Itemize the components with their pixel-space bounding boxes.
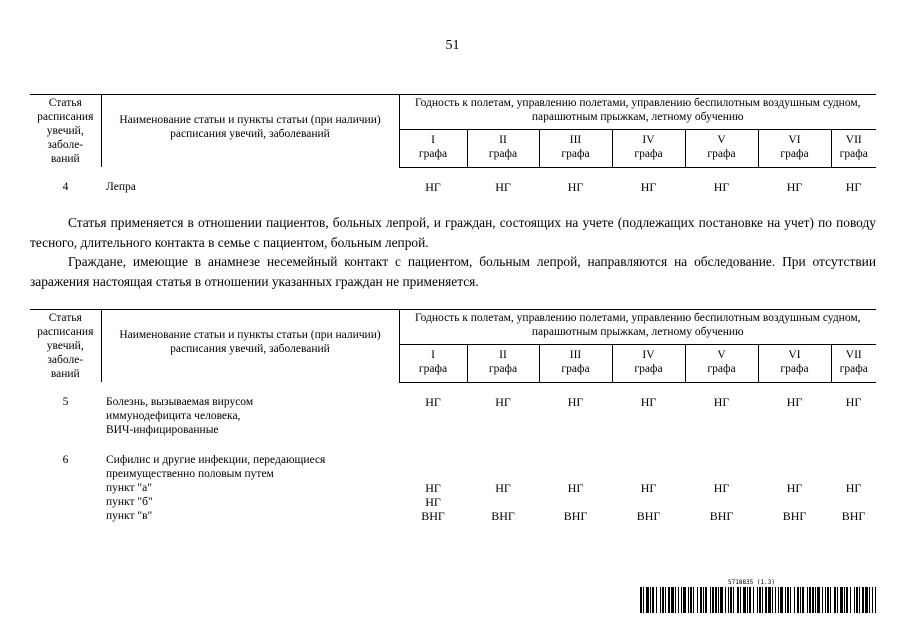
fitness-value: ВНГ: [636, 508, 661, 523]
header-fitness: Годность к полетам, управлению полетами, управлению беспилотным воздушным судном, парашютным прыжкам, летному обучению: [399, 95, 876, 130]
header-article: Статья расписания увечий, заболе- ваний: [30, 310, 101, 383]
fitness-table-1: [30, 94, 876, 194]
fitness-value: НГ: [786, 179, 803, 194]
barcode-bar: [656, 587, 657, 613]
barcode-bar: [869, 587, 870, 613]
barcode-bar: [809, 587, 811, 613]
barcode-bar: [768, 587, 771, 613]
header-col-6: VI графа: [758, 345, 831, 382]
fitness-value: НГ: [845, 394, 862, 409]
barcode-bar: [662, 587, 664, 613]
header-col-7: VII графа: [831, 345, 876, 382]
barcode-bar: [865, 587, 868, 613]
barcode-bar: [825, 587, 826, 613]
barcode-bar: [671, 587, 674, 613]
fitness-value: ВНГ: [841, 508, 866, 523]
fitness-value: НГ: [495, 179, 511, 194]
barcode-bar: [772, 587, 773, 613]
header-name: Наименование статьи и пункты статьи (при наличии) расписания увечий, заболеваний: [101, 95, 399, 168]
barcode-bar: [700, 587, 702, 613]
barcode-bar: [787, 587, 789, 613]
header-article: Статья расписания увечий, заболе- ваний: [30, 95, 101, 168]
barcode-bar: [785, 587, 786, 613]
barcode-bar: [822, 587, 823, 613]
fitness-value: [539, 495, 612, 509]
barcode-image: [640, 587, 876, 613]
header-col-2: II графа: [467, 345, 539, 382]
barcode-bar: [718, 587, 719, 613]
fitness-value: НГ: [786, 394, 803, 409]
table-row: [30, 495, 876, 509]
barcode-bar: [797, 587, 799, 613]
fitness-value: [612, 495, 685, 509]
row-name: Лепра: [106, 180, 136, 193]
table-row: [30, 395, 876, 437]
barcode-bar: [859, 587, 860, 613]
barcode-bar: [725, 587, 726, 613]
barcode-bar: [743, 587, 746, 613]
fitness-value: [831, 495, 876, 509]
table-row: [30, 180, 876, 194]
barcode-bar: [815, 587, 816, 613]
barcode-bar: [703, 587, 704, 613]
barcode-bar: [688, 587, 689, 613]
fitness-value: НГ: [425, 179, 441, 194]
fitness-value: НГ: [713, 179, 730, 194]
fitness-value: ВНГ: [421, 508, 445, 523]
barcode-bar: [840, 587, 843, 613]
row-number: 6: [62, 453, 69, 466]
fitness-value: [467, 495, 539, 509]
barcode-bar: [844, 587, 845, 613]
barcode-bar: [807, 587, 808, 613]
barcode-bar: [730, 587, 732, 613]
barcode-bar: [778, 587, 779, 613]
header-fitness: Годность к полетам, управлению полетами, управлению беспилотным воздушным судном, парашютным прыжкам, летному обучению: [399, 310, 876, 345]
barcode-bar: [872, 587, 873, 613]
barcode-bar: [733, 587, 734, 613]
table-row: [30, 453, 876, 481]
fitness-value: НГ: [845, 480, 862, 495]
barcode-bar: [757, 587, 758, 613]
notes: [30, 213, 876, 291]
page-number: 51: [445, 38, 460, 53]
barcode-bar: [660, 587, 661, 613]
row-number: 5: [62, 395, 69, 408]
barcode-bar: [668, 587, 670, 613]
header-col-4: IV графа: [612, 130, 685, 167]
barcode-bar: [650, 587, 651, 613]
barcode-bar: [862, 587, 864, 613]
note-paragraph: Статья применяется в отношении пациентов, больных лепрой, и граждан, состоящих на учете (подлежащих постановке на учет) по поводу тесного, длительного контакта в семье с пациентом, больным лепрой.: [30, 215, 876, 250]
header-name: Наименование статьи и пункты статьи (при наличии) расписания увечий, заболеваний: [101, 310, 399, 383]
row-name: Болезнь, вызываемая вирусом иммунодефицита человека, ВИЧ-инфицированные: [106, 395, 254, 436]
barcode-bar: [850, 587, 851, 613]
barcode-bar: [817, 587, 820, 613]
barcode-bar: [856, 587, 858, 613]
header-col-3: III графа: [539, 345, 612, 382]
fitness-value: НГ: [713, 394, 730, 409]
header-col-5: V графа: [685, 345, 758, 382]
fitness-value: НГ: [567, 480, 584, 495]
fitness-value: НГ: [495, 480, 511, 495]
barcode-bar: [643, 587, 644, 613]
barcode-bar: [710, 587, 711, 613]
fitness-value: НГ: [567, 394, 584, 409]
barcode-bar: [652, 587, 654, 613]
row-number: 4: [62, 180, 69, 193]
barcode-bar: [830, 587, 831, 613]
barcode-bar: [834, 587, 836, 613]
fitness-value: ВНГ: [563, 508, 588, 523]
barcode-bar: [802, 587, 804, 613]
barcode-bar: [715, 587, 717, 613]
barcode-label: 5718835 (1.3): [728, 579, 775, 586]
table-row: [30, 509, 876, 523]
barcode-bar: [683, 587, 686, 613]
barcode-bar: [693, 587, 694, 613]
header-col-3: III графа: [539, 130, 612, 167]
barcode-bar: [762, 587, 763, 613]
barcode-bar: [775, 587, 776, 613]
barcode-bar: [765, 587, 767, 613]
row-name: Сифилис и другие инфекции, передающиеся преимущественно половым путем: [106, 453, 326, 480]
fitness-value: НГ: [640, 480, 657, 495]
barcode-bar: [747, 587, 748, 613]
fitness-value: ВНГ: [782, 508, 807, 523]
table-row: [30, 481, 876, 495]
barcode-bar: [812, 587, 814, 613]
header-col-5: V графа: [685, 130, 758, 167]
fitness-value: НГ: [567, 179, 584, 194]
fitness-value: ВНГ: [491, 508, 515, 523]
row-item-label: пункт "а": [106, 481, 152, 494]
barcode-bar: [740, 587, 741, 613]
barcode-bar: [875, 587, 876, 613]
fitness-value: НГ: [495, 394, 511, 409]
fitness-value: НГ: [713, 480, 730, 495]
header-col-4: IV графа: [612, 345, 685, 382]
fitness-value: НГ: [425, 480, 441, 495]
note-paragraph: Граждане, имеющие в анамнезе несемейный контакт с пациентом, больным лепрой, направляются на обследование. При отсутствии заражения настоящая статья в отношении указанных граждан не применяется.: [30, 254, 876, 289]
fitness-value: НГ: [425, 494, 441, 509]
barcode-bar: [678, 587, 679, 613]
barcode-bar: [737, 587, 739, 613]
barcode-bar: [646, 587, 649, 613]
barcode-bar: [780, 587, 783, 613]
fitness-value: ВНГ: [709, 508, 734, 523]
fitness-value: [685, 495, 758, 509]
barcode-bar: [794, 587, 795, 613]
barcode-bar: [728, 587, 729, 613]
fitness-value: НГ: [786, 480, 803, 495]
barcode-bar: [800, 587, 801, 613]
row-item-label: пункт "б": [106, 495, 153, 508]
barcode-bar: [712, 587, 714, 613]
fitness-value: НГ: [425, 394, 441, 409]
barcode-bar: [753, 587, 754, 613]
barcode-bar: [697, 587, 698, 613]
barcode-bar: [827, 587, 829, 613]
header-col-2: II графа: [467, 130, 539, 167]
barcode-bar: [790, 587, 791, 613]
barcode-bar: [681, 587, 682, 613]
barcode-bar: [690, 587, 692, 613]
header-col-1: I графа: [399, 345, 467, 382]
fitness-value: [758, 495, 831, 509]
fitness-value: НГ: [845, 179, 862, 194]
barcode-bar: [665, 587, 666, 613]
barcode-bar: [759, 587, 761, 613]
fitness-value: НГ: [640, 179, 657, 194]
barcode-bar: [705, 587, 707, 613]
fitness-value: НГ: [640, 394, 657, 409]
barcode-bar: [846, 587, 848, 613]
header-col-1: I графа: [399, 130, 467, 167]
header-col-6: VI графа: [758, 130, 831, 167]
barcode-bar: [749, 587, 751, 613]
row-item-label: пункт "в": [106, 509, 153, 522]
barcode-bar: [837, 587, 838, 613]
barcode-bar: [854, 587, 855, 613]
fitness-table-2: [30, 309, 876, 523]
barcode-bar: [720, 587, 723, 613]
barcode-bar: [640, 587, 642, 613]
header-col-7: VII графа: [831, 130, 876, 167]
barcode-bar: [675, 587, 676, 613]
